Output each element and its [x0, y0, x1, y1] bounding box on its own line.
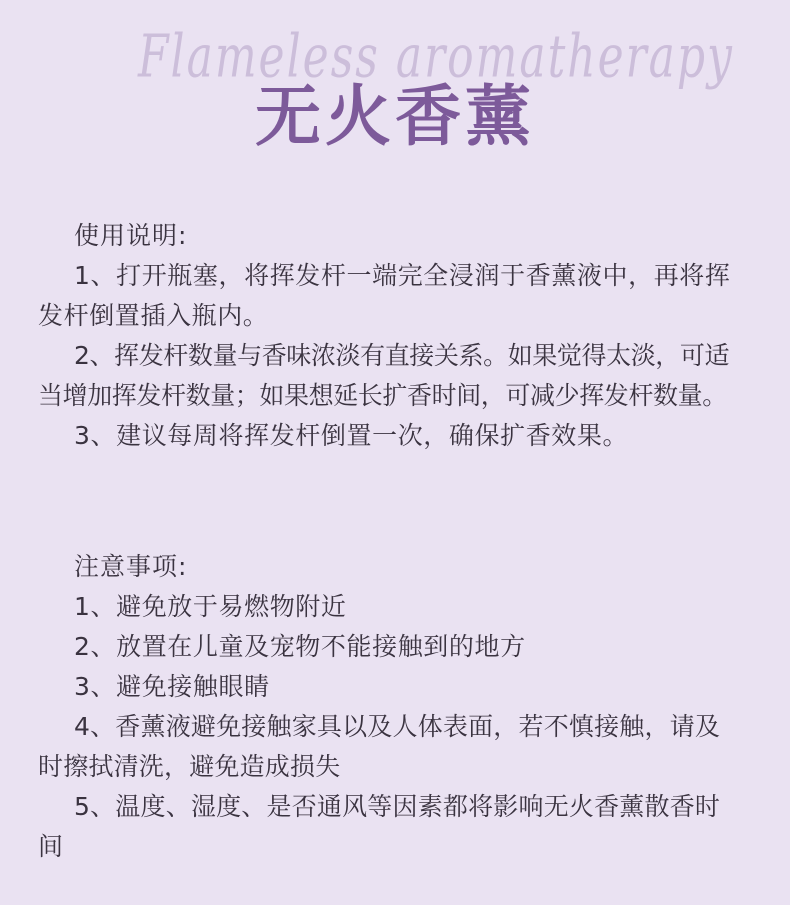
note-item-5: 5、温度、湿度、是否通风等因素都将影响无火香薰散香时间: [38, 792, 721, 861]
content: [38, 216, 738, 867]
header: [0, 0, 790, 170]
instruction-item-1: 1、打开瓶塞，将挥发杆一端完全浸润于香薰液中，再将挥发杆倒置插入瓶内。: [38, 261, 731, 330]
note-item-4: 4、香薰液避免接触家具以及人体表面，若不慎接触，请及时擦拭清洗，避免造成损失: [38, 712, 721, 781]
note-item-1: 1、避免放于易燃物附近: [74, 592, 347, 621]
notes-section: [38, 547, 738, 867]
script-title: Flameless aromatherapy: [138, 22, 734, 92]
instruction-item-3: 3、建议每周将挥发杆倒置一次，确保扩香效果。: [74, 421, 629, 450]
notes-heading: 注意事项:: [74, 552, 188, 581]
page-title: 无火香薰: [255, 78, 535, 155]
instructions-section: [38, 216, 738, 456]
note-item-2: 2、放置在儿童及宠物不能接触到的地方: [74, 632, 526, 661]
instructions-heading: 使用说明:: [74, 221, 188, 250]
instruction-item-2: 2、挥发杆数量与香味浓淡有直接关系。如果觉得太淡，可适当增加挥发杆数量；如果想延长扩香时间，可减少挥发杆数量。: [38, 341, 730, 410]
note-item-3: 3、避免接触眼睛: [74, 672, 270, 701]
